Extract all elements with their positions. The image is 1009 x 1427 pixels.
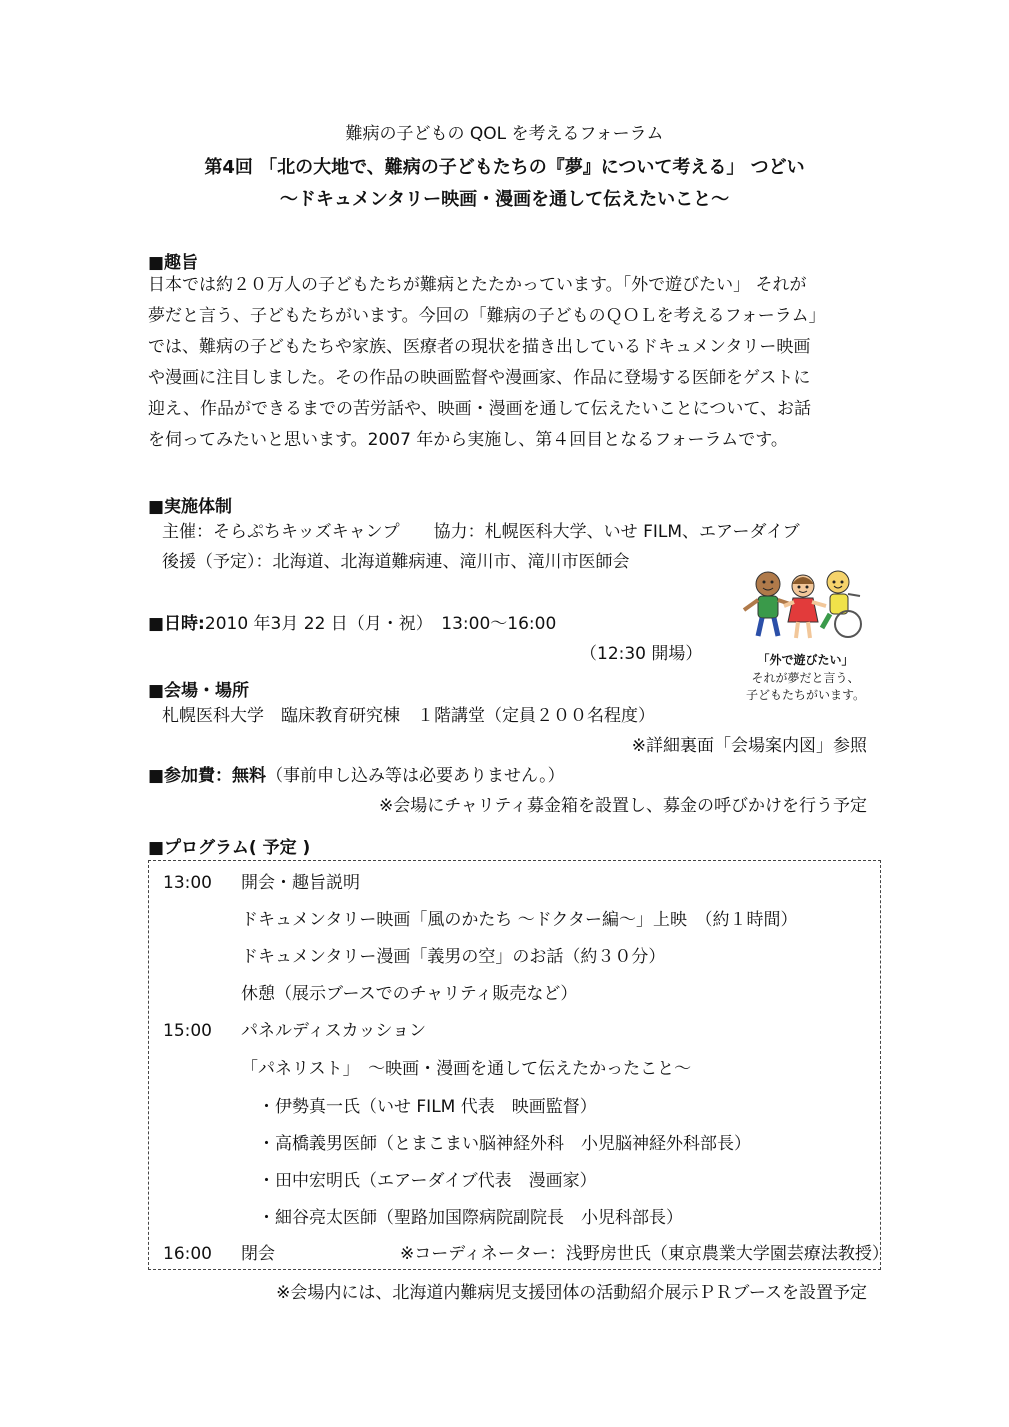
program-item: 「パネリスト」 〜映画・漫画を通して伝えたかったこと〜 bbox=[241, 1059, 692, 1079]
program-item: ドキュメンタリー映画「風のかたち 〜ドクター編〜」上映 （約１時間） bbox=[241, 910, 798, 930]
doors-open-time: （12:30 開場） bbox=[580, 644, 703, 664]
purpose-line: 夢だと言う、子どもたちがいます。今回の「難病の子どものＱＯＬを考えるフォーラム」 bbox=[148, 306, 826, 326]
venue-value: 札幌医科大学 臨床教育研究棟 １階講堂（定員２００名程度） bbox=[162, 706, 655, 726]
purpose-line: や漫画に注目しました。その作品の映画監督や漫画家、作品に登場する医師をゲストに bbox=[148, 368, 811, 388]
datetime-heading: ■日時: bbox=[148, 614, 205, 634]
purpose-heading: ■趣旨 bbox=[148, 253, 199, 273]
purpose-line: 迎え、作品ができるまでの苦労話や、映画・漫画を通して伝えたいことについて、お話 bbox=[148, 399, 811, 419]
panelist-item: ・伊勢真一氏（いせ FILM 代表 映画監督） bbox=[258, 1097, 597, 1117]
purpose-line: を伺ってみたいと思います。2007 年から実施し、第４回目となるフォーラムです。 bbox=[148, 430, 788, 450]
coordinator-note: ※コーディネーター：浅野房世氏（東京農業大学園芸療法教授） bbox=[400, 1244, 889, 1264]
program-heading: ■プログラム( 予定 ) bbox=[148, 838, 311, 858]
panelist-item: ・高橋義男医師（とまこまい脳神経外科 小児脳神経外科部長） bbox=[258, 1134, 751, 1154]
panelist-item: ・田中宏明氏（エアーダイブ代表 漫画家） bbox=[258, 1171, 597, 1191]
program-time: 13:00 bbox=[163, 873, 212, 893]
program-footnote: ※会場内には、北海道内難病児支援団体の活動紹介展示ＰＲブースを設置予定 bbox=[276, 1283, 867, 1303]
datetime-row bbox=[148, 613, 556, 635]
program-time: 15:00 bbox=[163, 1021, 212, 1041]
program-item: 閉会 bbox=[241, 1244, 275, 1264]
purpose-line: 日本では約２０万人の子どもたちが難病とたたかっています。「外で遊びたい」 それが bbox=[148, 275, 807, 295]
illustration-caption-line: それが夢だと言う、 bbox=[751, 671, 860, 685]
datetime-value: 2010 年3月 22 日（月・祝） 13:00〜16:00 bbox=[204, 614, 557, 634]
fee-value: （事前申し込み等は必要ありません。） bbox=[266, 766, 565, 786]
fee-row bbox=[148, 765, 565, 787]
forum-series-title: 難病の子どもの QOL を考えるフォーラム bbox=[345, 124, 664, 144]
support-line: 後援（予定）：北海道、北海道難病連、滝川市、滝川市医師会 bbox=[162, 552, 630, 572]
fee-note: ※会場にチャリティ募金箱を設置し、募金の呼びかけを行う予定 bbox=[378, 796, 867, 816]
program-item: 開会・趣旨説明 bbox=[241, 873, 360, 893]
event-subtitle: 〜ドキュメンタリー映画・漫画を通して伝えたいこと〜 bbox=[279, 189, 730, 210]
illustration-caption-title: 「外で遊びたい」 bbox=[757, 653, 854, 667]
venue-heading: ■会場・場所 bbox=[148, 681, 250, 701]
organization-heading: ■実施体制 bbox=[148, 497, 233, 517]
fee-heading: ■参加費：無料 bbox=[148, 766, 267, 786]
venue-note: ※詳細裏面「会場案内図」参照 bbox=[631, 736, 867, 756]
illustration-caption-line: 子どもたちがいます。 bbox=[745, 688, 866, 702]
panelist-item: ・細谷亮太医師（聖路加国際病院副院長 小児科部長） bbox=[258, 1208, 683, 1228]
program-item: 休憩（展示ブースでのチャリティ販売など） bbox=[241, 984, 578, 1004]
children-playing-illustration bbox=[738, 566, 873, 641]
program-time: 16:00 bbox=[163, 1244, 212, 1264]
purpose-paragraph bbox=[148, 270, 868, 456]
organizer-line: 主催：そらぷちキッズキャンプ 協力：札幌医科大学、いせ FILM、エアーダイブ bbox=[162, 522, 800, 542]
program-item: パネルディスカッション bbox=[241, 1021, 427, 1041]
purpose-line: では、難病の子どもたちや家族、医療者の現状を描き出しているドキュメンタリー映画 bbox=[148, 337, 811, 357]
event-title: 第4回 「北の大地で、難病の子どもたちの『夢』について考える」 つどい bbox=[204, 157, 805, 178]
program-item: ドキュメンタリー漫画「義男の空」のお話（約３０分） bbox=[241, 947, 666, 967]
